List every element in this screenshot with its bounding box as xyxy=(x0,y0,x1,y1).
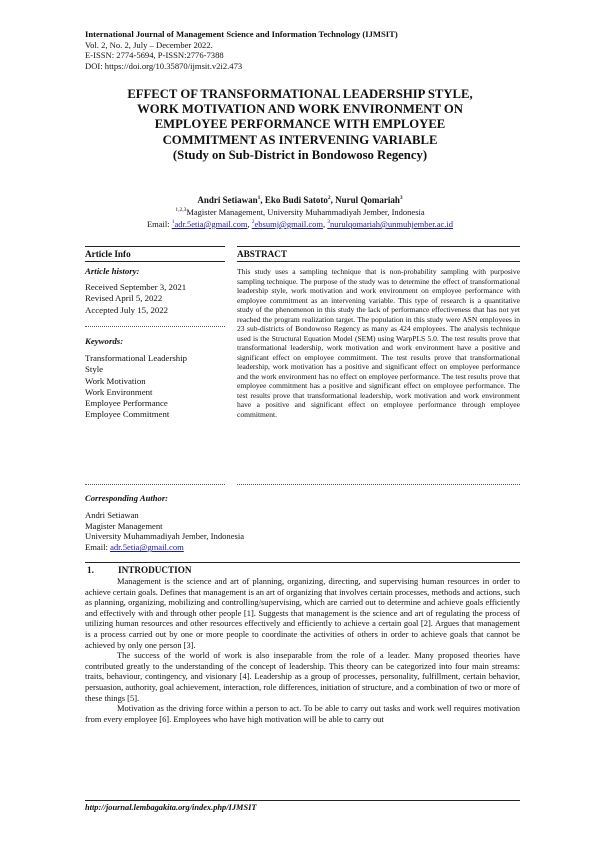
received-date: Received September 3, 2021 xyxy=(85,282,187,293)
article-info-heading: Article Info xyxy=(85,249,131,259)
corresponding-email-line: Email: adr.5etia@gmail.com xyxy=(85,542,184,553)
author-name: Eko Budi Satoto xyxy=(264,195,328,205)
journal-header xyxy=(85,29,398,71)
corresponding-heading: Corresponding Author: xyxy=(85,493,169,503)
author-name: Nurul Qomariah xyxy=(335,195,400,205)
divider xyxy=(237,261,520,262)
dotted-divider xyxy=(85,326,225,327)
keyword: Employee Commitment xyxy=(85,409,170,420)
paragraph: Management is the science and art of planning, organizing, directing, and supervising human resources in order to achieve certain goals. Defines that management is an art of organizing that involves certain processes, methods and actions, such as planning, organizing, mobilizing and controlling/supervising, which are carried out to determine and achieve goals efficiently and effectively with and through other people [1]. Suggests that management is the science and art of regulating the process of utilizing human resources and other resources effectively and efficiently to achieve a certain goal [2]. Argues that management is a process carried out by one or more people to coordinate the activities of others in order to achieve goals that cannot be achieved by only one person [3]. xyxy=(85,576,520,650)
article-history xyxy=(85,266,225,316)
affiliation: $^{1,2,3}$Magister Management, University Muhammadiyah Jember, Indonesia xyxy=(175,207,425,217)
author-name: Andri Setiawan xyxy=(197,195,258,205)
title-line: EMPLOYEE PERFORMANCE WITH EMPLOYEE xyxy=(154,117,446,132)
intro-number: 1. xyxy=(87,565,94,575)
corresponding-email-link[interactable]: adr.5etia@gmail.com xyxy=(110,542,184,553)
keyword: Work Motivation xyxy=(85,375,146,386)
journal-issn: E-ISSN: 2774-5694, P-ISSN:2776-7388 xyxy=(85,50,224,61)
email-link[interactable]: $^1$adr.5etia@gmail.com xyxy=(171,219,248,229)
title-subtitle: (Study on Sub-District in Bondowoso Regency) xyxy=(172,147,428,162)
footer-url[interactable]: http://journal.lembagakita.org/index.php/IJMSIT xyxy=(85,803,257,812)
keyword: Employee Performance xyxy=(85,398,168,409)
journal-volume: Vol. 2, No. 2, July – December 2022. xyxy=(85,39,213,50)
revised-date: Revised April 5, 2022 xyxy=(85,293,163,304)
title-line: EFFECT OF TRANSFORMATIONAL LEADERSHIP STYLE, xyxy=(127,87,473,101)
email-link[interactable]: $^3$nurulqomariah@unmuhjember.ac.id xyxy=(327,219,454,229)
paragraph: The success of the world of work is also inseparable from the role of a leader. Many proposed theories have contributed greatly to the understanding of the concept of leadership. This theory can be categorized into four main streams: traits, behaviour, contingency, and visionary [4]. Leadership as a group of processes, personality, fulfillment, certain behavior, persuasion, authority, goal achievement, interaction, role differences, initiation of structure, and a combination of two or more of these things [5]. xyxy=(85,650,520,703)
keywords-block xyxy=(85,336,225,420)
divider xyxy=(85,261,225,262)
footer-divider xyxy=(85,800,520,801)
keywords-heading: Keywords: xyxy=(85,336,124,346)
dotted-divider xyxy=(85,484,225,485)
paper-title xyxy=(80,87,520,163)
divider xyxy=(237,246,520,247)
corresponding-univ: University Muhammadiyah Jember, Indonesia xyxy=(85,531,245,542)
keyword: Transformational Leadership xyxy=(85,353,188,364)
corresponding-name: Andri Setiawan xyxy=(85,509,139,520)
corresponding-dept: Magister Management xyxy=(85,520,163,531)
intro-body xyxy=(85,576,520,724)
history-heading: Article history: xyxy=(85,266,140,276)
author-list: Andri Setiawan$^1$, Eko Budi Satoto$^2$, Nurul Qomariah$^3$ xyxy=(197,195,403,205)
abstract-heading: ABSTRACT xyxy=(237,249,288,259)
author-emails: Email: $^1$adr.5etia@gmail.com, $^2$ebsumj@gmail.com, $^3$nurulqomariah@unmuhjember.ac.id xyxy=(146,219,454,229)
intro-heading: INTRODUCTION xyxy=(118,565,192,575)
paragraph: Motivation as the driving force within a person to act. To be able to carry out tasks and work well requires motivation from every employee [6]. Employees who have high motivation will be able to carry out xyxy=(85,703,520,724)
journal-name: International Journal of Management Science and Information Technology (IJMSIT) xyxy=(85,29,398,39)
title-line: WORK MOTIVATION AND WORK ENVIRONMENT ON xyxy=(137,102,463,117)
divider xyxy=(85,246,225,247)
title-line: COMMITMENT AS INTERVENING VARIABLE xyxy=(162,132,438,147)
corresponding-author xyxy=(85,493,515,553)
abstract-text: This study uses a sampling technique that is non-probability sampling with purposive sampling technique. The purpose of the study was to determine the effect of transformational leadership style, work motivation and work environment on employee performance with employee commitment as an intervening variable. This type of research is a quantitative study of the phenomenon in this study the lack of performance effectiveness that has not yet reached the program realization target. The population in this study were ASN employees in 23 sub-districts of Bondowoso Regency as many as 424 employees. The analysis technique used is the Structural Equation Model (SEM) using WarpPLS 5.0. The test results prove that transformational leadership, work motivation and work environment have a positive and significant effect on employee commitment. The test results prove that transformational leadership, work motivation has a positive and significant effect on employee performance and the work environment has no effect on employee performance. The test results prove that employee commitment has a positive and significant effect on employee performance. The test results prove that transformational leadership, work motivation and work environment have a positive and significant effect on employee performance through employee commitment. xyxy=(237,267,520,419)
divider xyxy=(85,562,520,563)
dotted-divider xyxy=(237,484,520,485)
keyword: Style xyxy=(85,364,104,375)
email-link[interactable]: $^2$ebsumj@gmail.com xyxy=(251,219,323,229)
accepted-date: Accepted July 15, 2022 xyxy=(85,304,169,315)
journal-doi: DOI: https://doi.org/10.35870/ijmsit.v2i2.473 xyxy=(85,60,243,71)
keyword: Work Environment xyxy=(85,386,153,397)
